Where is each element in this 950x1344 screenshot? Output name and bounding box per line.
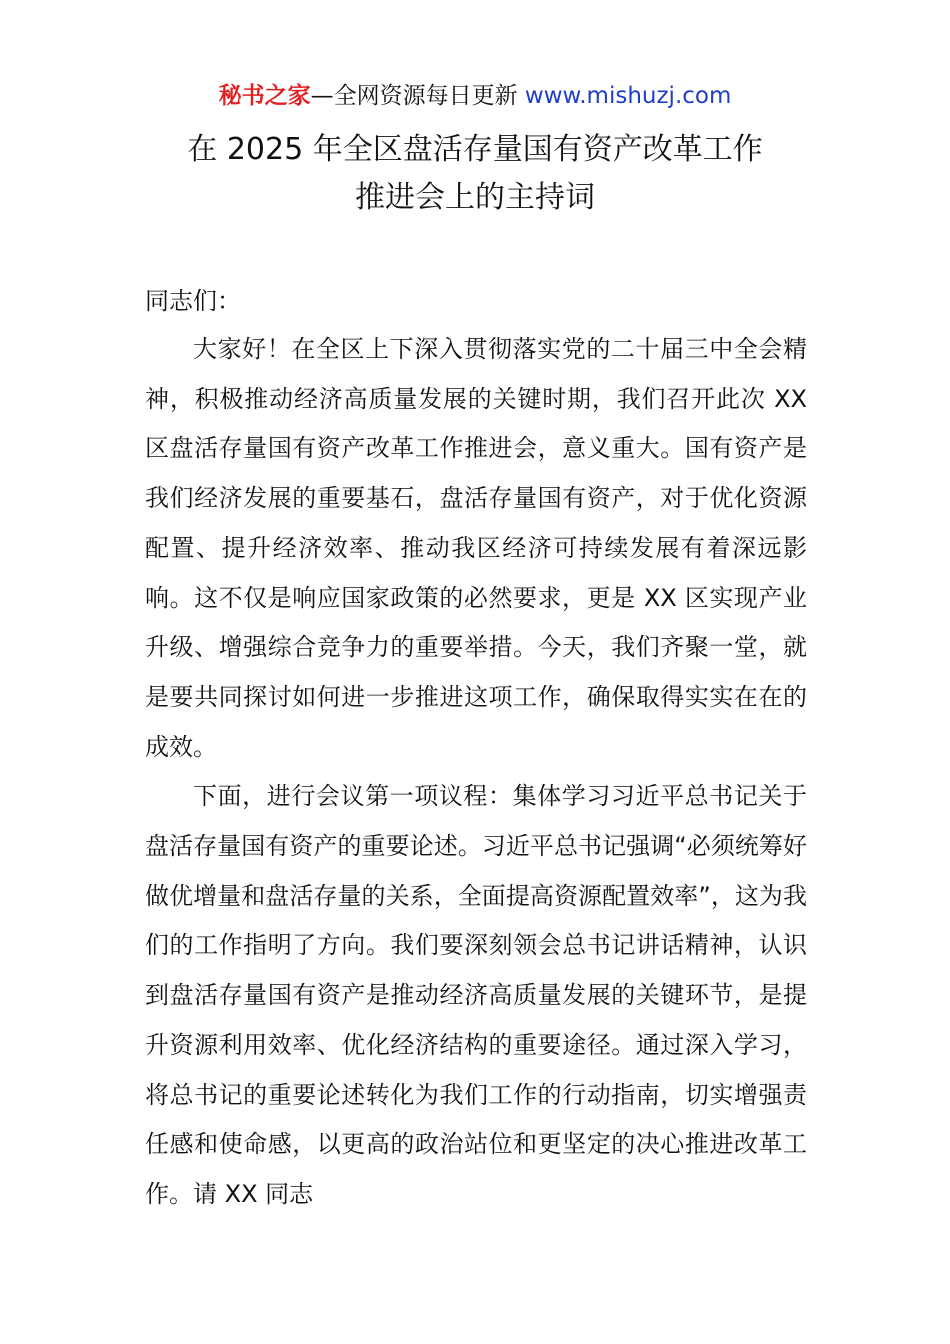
title-line-1: 在 2025 年全区盘活存量国有资产改革工作 [187, 132, 763, 167]
header-tagline: —全网资源每日更新 [310, 83, 525, 109]
site-header [0, 80, 950, 112]
brand-name: 秘书之家 [218, 83, 311, 109]
salutation: 同志们： [145, 287, 241, 315]
paragraph-2: 下面，进行会议第一项议程：集体学习习近平总书记关于盘活存量国有资产的重要论述。习近平总书记强调“必须统筹好做优增量和盘活存量的关系，全面提高资源配置效率”，这为我们的工作指明了方向。我们要深刻领会总书记讲话精神，认识到盘活存量国有资产是推动经济高质量发展的关键环节，是提升资源利用效率、优化经济结构的重要途径。通过深入学习，将总书记的重要论述转化为我们工作的行动指南，切实增强责任感和使命感，以更高的政治站位和更坚定的决心推进改革工作。请 XX 同志 [145, 782, 807, 1208]
paragraph-1: 大家好！在全区上下深入贯彻落实党的二十届三中全会精神，积极推动经济高质量发展的关键时期，我们召开此次 XX 区盘活存量国有资产改革工作推进会，意义重大。国有资产是我们经济发展的重要基石，盘活存量国有资产，对于优化资源配置、提升经济效率、推动我区经济可持续发展有着深远影响。这不仅是响应国家政策的必然要求，更是 XX 区实现产业升级、增强综合竞争力的重要举措。今天，我们齐聚一堂，就是要共同探讨如何进一步推进这项工作，确保取得实实在在的成效。 [145, 335, 807, 761]
document-title [0, 126, 950, 222]
body-text [145, 325, 807, 1220]
title-line-2: 推进会上的主持词 [355, 180, 595, 215]
site-link[interactable]: www.mishuzj.com [524, 83, 732, 109]
